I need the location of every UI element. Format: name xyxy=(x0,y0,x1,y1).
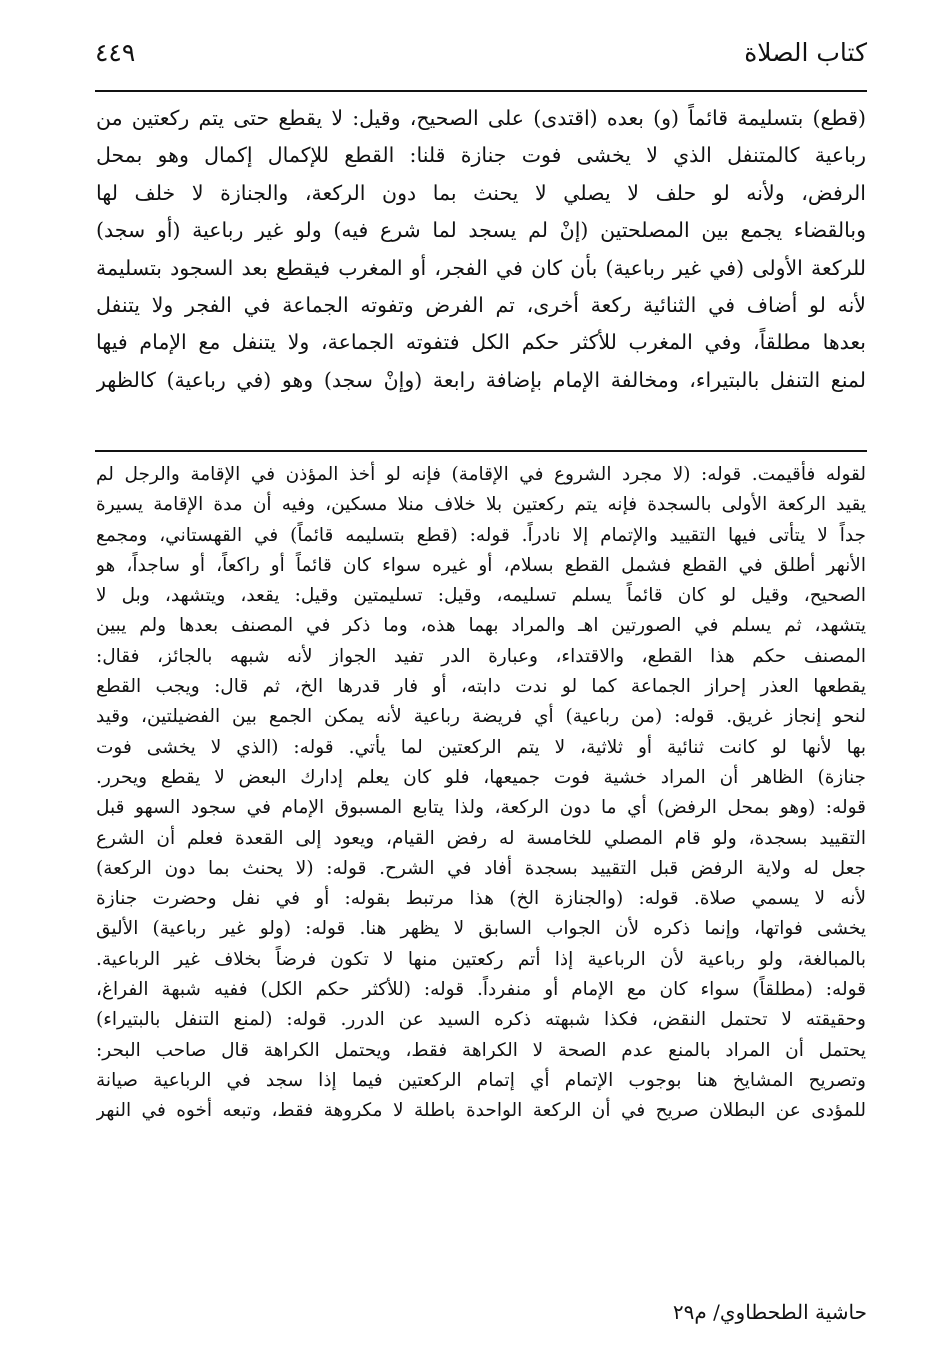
main-text-line: الرفض، ولأنه لو حلف لا يصلي لا يحنث بما دون الركعة، والجنازة لا خلف لها xyxy=(96,180,866,205)
commentary-line: بها لأنها لو كانت ثنائية أو ثلاثية، لا يتم الركعتين لما يأتي. قوله: (الذي لا يخشى فوت xyxy=(96,736,866,758)
commentary-line: لنحو إنجاز غريق. قوله: (من رباعية) أي فريضة رباعية لأنه يمكن الجمع بين الفضيلتين، وقيد xyxy=(96,706,866,728)
main-text-line: لأنه لو أضاف في الثنائية ركعة أخرى، تم الفرض وتفوته الجماعة في الفجر ولا يتنفل xyxy=(96,293,866,318)
commentary-line: جداً لا يتأتى فيها التقييد والإتمام إلا نادراً. قوله: (قطع بتسليمه قائماً) في القهستاني، ومجمع xyxy=(96,524,866,546)
footnote-divider xyxy=(95,450,867,452)
chapter-title: كتاب الصلاة xyxy=(744,38,867,67)
commentary-line: يخشى فواتها، وإنما ذكره لأن الجواب السابق لا يظهر هنا. قوله: (ولو غير رباعية) الأليق xyxy=(96,918,866,940)
page-header xyxy=(95,36,867,76)
commentary-line: يقطعها العذر إحراز الجماعة كما لو ندت دابته، أو فار قدرها الخ، ثم قال: ويجب القطع xyxy=(96,676,866,698)
commentary-line: لقوله فأقيمت. قوله: (لا مجرد الشروع في الإقامة) فإنه لو أخذ المؤذن في الإقامة والرجل لم xyxy=(96,464,866,485)
commentary-line: يحتمل أن المراد بالمنع عدم الصحة لا الكراهة فقط، ويحتمل الكراهة قال صاحب البحر: xyxy=(96,1039,866,1061)
main-text-block xyxy=(96,100,866,399)
main-text-line: (قطع) بتسليمة قائماً (و) بعده (اقتدى) على الصحيح، وقيل: لا يقطع حتى يتم ركعتين من xyxy=(96,106,866,130)
commentary-line: الصحيح، وقيل لو كان قائماً يسلم تسليمه، وقيل: تسليمتين وقيل: يقعد، ويتشهد، وبل لا xyxy=(96,585,866,607)
commentary-line: التقييد بسجدة، ولو قام المصلي للخامسة له رفض القيام، ويعود إلى القعدة فعلم أن الشرع xyxy=(96,827,866,849)
signature-mark: حاشية الطحطاوي/ م٢٩ xyxy=(672,1300,867,1324)
page-number: ٤٤٩ xyxy=(95,38,136,67)
commentary-line: يتشهد، ثم يسلم في الصورتين اهـ والمراد بهما هذه، وما ذكر في المصنف بعدها ولم يبين xyxy=(96,615,866,637)
commentary-line: بالمبالغة، ولو رباعية لأن الرباعية إذا أتم ركعتين منها لا تكون فرضاً بخلاف غير الرباعية. xyxy=(96,948,866,970)
main-text-line: رباعية كالمتنفل الذي لا يخشى فوت جنازة قلنا: القطع للإكمال إكمال وهو بمحل xyxy=(96,143,866,168)
commentary-line: لأنه لا يسمي صلاة. قوله: (والجنازة الخ) هذا مرتبط بقوله: أو في نفل وحضرت جنازة xyxy=(96,888,866,910)
commentary-line: قوله: (مطلقاً) سواء كان مع الإمام أو منفرداً. قوله: (للأكثر حكم الكل) ففيه شبهة الفراغ، xyxy=(96,979,866,1001)
commentary-line: يقيد الركعة الأولى بالسجدة فإنه يتم ركعتين بلا خلاف منلا مسكين، وفيه أن مدة الإقامة يسيرة xyxy=(96,494,866,516)
commentary-line: قوله: (وهو بمحل الرفض) أي ما دون الركعة، ولذا يتابع المسبوق الإمام في سجود السهو قبل xyxy=(96,797,866,819)
main-text-line: لمنع التنفل بالبتيراء، ومخالفة الإمام بإضافة رابعة (وإنْ سجد) وهو (في رباعية) كالظهر xyxy=(96,367,866,392)
commentary-line: للمؤدى عن البطلان صريح في أن الركعة الواحدة باطلة لا مكروهة فقط، وتبعه أخوه في النهر xyxy=(96,1100,866,1122)
commentary-line: المصنف حكم هذا القطع، والاقتداء، وعبارة الدر تفيد الجواز لأنه شبهه بالجائز، فقال: xyxy=(96,645,866,667)
commentary-line: جعل له ولاية الرفض قبل التقييد بسجدة أفاد في الشرح. قوله: (لا يحنث بما دون الركعة) xyxy=(96,857,866,879)
commentary-block xyxy=(96,460,866,1127)
header-divider xyxy=(95,90,867,92)
commentary-line: الأنهر أطلق في القطع فشمل القطع بسلام، أو غيره سواء كان قائماً أو راكعاً، أو ساجداً، هو xyxy=(96,554,866,576)
main-text-line: بعدها مطلقاً، وفي المغرب للأكثر حكم الكل فتفوته الجماعة، ولا يتنفل مع الإمام فيها xyxy=(96,330,866,355)
main-text-line: وبالقضاء يجمع بين المصلحتين (إنْ لم يسجد لما شرع فيه) ولو غير رباعية (أو سجد) xyxy=(96,218,866,243)
commentary-line: وحقيقته لا تحتمل النقض، فكذا شبهته ذكره السيد عن الدرر. قوله: (لمنع التنفل بالبتيراء) xyxy=(96,1009,866,1031)
commentary-line: وتصريح المشايخ هنا بوجوب الإتمام أي إتمام الركعتين فيما إذا سجد في الرباعية صيانة xyxy=(96,1069,866,1091)
main-text-line: للركعة الأولى (في غير رباعية) بأن كان في الفجر، أو المغرب فيقطع بعد السجود بتسليمة xyxy=(96,255,866,280)
commentary-line: جنازة) الظاهر أن المراد خشية فوت جميعها، فلو كان يعلم إدارك البعض لا يقطع ويحرر. xyxy=(96,766,866,788)
